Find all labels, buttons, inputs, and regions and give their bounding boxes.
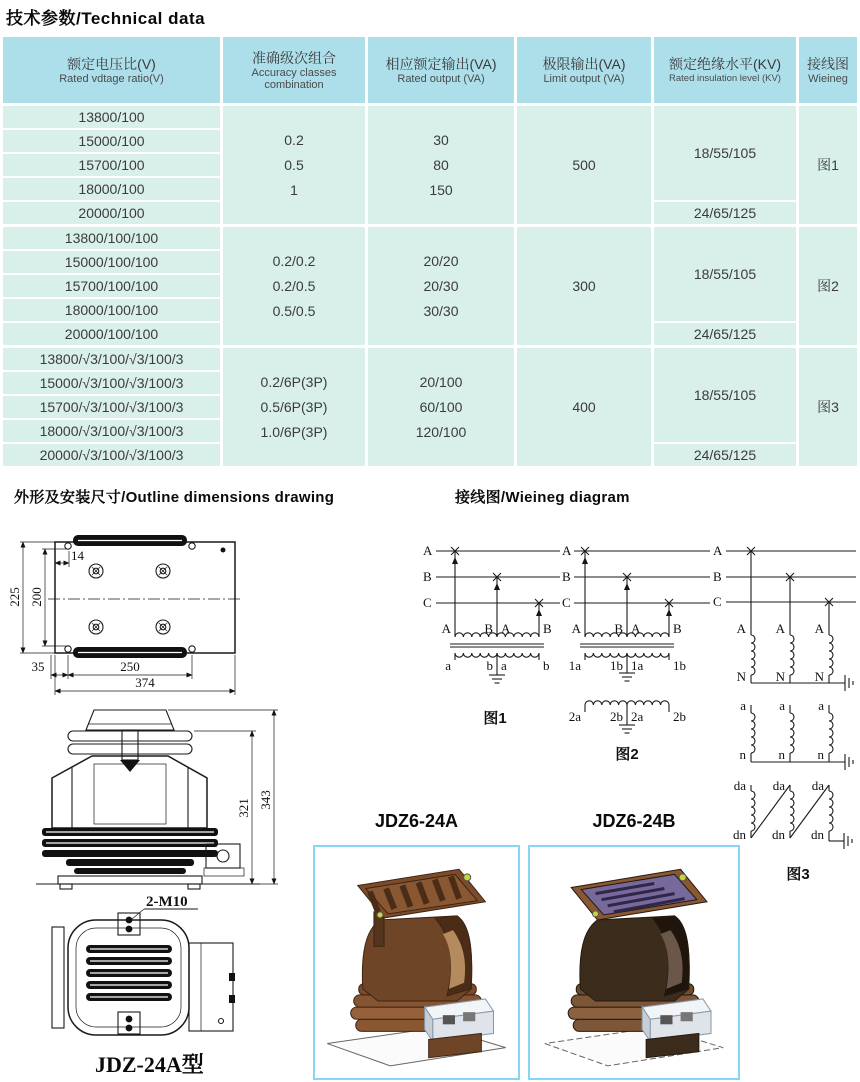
product-label-jdz6-24a: JDZ6-24A: [374, 811, 459, 831]
primary-terminal: N: [775, 669, 785, 684]
product-image-jdz6-24b: [530, 847, 738, 1078]
phase-label: C: [713, 594, 722, 609]
fig3-caption: 图3: [786, 866, 810, 883]
secondary1-terminal: 1a: [631, 658, 644, 673]
voltage-ratio: 20000/√3/100/√3/100/3: [3, 444, 220, 466]
wiring-diagram-fig2: [560, 533, 712, 773]
table-group-3: [3, 348, 857, 466]
outline-top-view-drawing: [8, 523, 300, 701]
dim-label-250: 250: [120, 659, 140, 674]
dim-label-14: 14: [71, 548, 84, 563]
accuracy-value: 1.0/6P(3P): [260, 424, 328, 440]
voltage-ratio: 18000/√3/100/√3/100/3: [3, 420, 220, 442]
ground-symbol: [619, 673, 635, 681]
secondary-terminal: n: [778, 747, 785, 762]
secondary-terminal: n: [739, 747, 746, 762]
primary-terminal: A: [631, 621, 641, 636]
fig2-caption: 图2: [615, 746, 639, 763]
phase-label: A: [713, 543, 723, 558]
phase-label: B: [423, 569, 432, 584]
ground-symbol: [619, 725, 635, 733]
secondary2-terminal: 2a: [631, 709, 644, 724]
header-en: Limit output (VA): [543, 72, 625, 85]
voltage-ratio: 15000/100: [3, 130, 220, 152]
voltage-ratio: 13800/100/100: [3, 227, 220, 249]
primary-terminal: N: [814, 669, 824, 684]
dim-label-321: 321: [236, 798, 251, 818]
cooling-ribs: [86, 945, 172, 1001]
primary-terminal: B: [614, 621, 623, 636]
voltage-ratio: 20000/100/100: [3, 323, 220, 345]
product-image-frame-a: [313, 845, 520, 1080]
diagram-ref-cell: 图1: [799, 106, 857, 224]
table-group-1: [3, 106, 857, 224]
accuracy-value: 0.5/0.5: [272, 303, 316, 319]
output-value: 20/20: [423, 253, 459, 269]
secondary-terminal: a: [501, 658, 507, 673]
secondary2-terminal: 2a: [568, 709, 581, 724]
limit-output-cell: 500: [517, 106, 651, 224]
ground-symbol: [489, 675, 505, 683]
primary-terminal: A: [736, 621, 746, 636]
insulation-main-cell: 18/55/105: [654, 106, 796, 200]
accuracy-cell: [223, 106, 365, 224]
secondary2-terminal: 2b: [610, 709, 623, 724]
column-header-output: [368, 37, 514, 103]
phase-label: B: [713, 569, 722, 584]
column-header-accuracy: [223, 37, 365, 103]
column-header-limit: [517, 37, 651, 103]
header-zh: 准确级次组合: [252, 49, 336, 66]
header-en: Rated insulation level (KV): [669, 72, 781, 84]
voltage-ratio: 13800/100: [3, 106, 220, 128]
page-title: 技术参数/Technical data: [6, 9, 206, 28]
header-en: Rated vdtage ratio(V): [59, 72, 164, 85]
column-header-ratio: [3, 37, 220, 103]
insulation-alt-cell: 24/65/125: [654, 202, 796, 224]
accuracy-value: 0.2: [284, 132, 304, 148]
dim-label-2-m10: 2-M10: [146, 894, 188, 910]
tertiary-terminal: da: [811, 778, 824, 793]
secondary1-terminal: 1b: [610, 658, 623, 673]
primary-terminal: A: [775, 621, 785, 636]
voltage-ratio: 18000/100/100: [3, 299, 220, 321]
phase-label: A: [562, 543, 572, 558]
voltage-ratio: 13800/√3/100/√3/100/3: [3, 348, 220, 370]
output-value: 150: [429, 182, 453, 198]
accuracy-value: 0.5/6P(3P): [260, 399, 328, 415]
fig1-caption: 图1: [483, 710, 507, 727]
secondary-terminal: b: [543, 658, 550, 673]
header-en: Wieineg: [808, 72, 848, 85]
header-zh: 相应额定输出(VA): [385, 55, 497, 72]
primary-terminal: B: [484, 621, 493, 636]
voltage-ratio: 18000/100: [3, 178, 220, 200]
voltage-ratio: 15000/100/100: [3, 251, 220, 273]
header-zh: 接线图: [807, 55, 849, 72]
accuracy-cell: [223, 227, 365, 345]
header-en: Accuracy classes combination: [251, 66, 337, 91]
accuracy-value: 0.5: [284, 157, 304, 173]
output-value: 30/30: [423, 303, 459, 319]
ground-symbol: [845, 675, 853, 691]
accuracy-value: 1: [290, 182, 298, 198]
output-value: 120/100: [415, 424, 467, 440]
accuracy-value: 0.2/6P(3P): [260, 374, 328, 390]
outline-section-title: 外形及安装尺寸/Outline dimensions drawing: [14, 489, 335, 506]
rated-output-cell: [368, 348, 514, 466]
header-zh: 额定绝缘水平(KV): [669, 55, 781, 72]
outline-bottom-view-drawing: [28, 895, 293, 1057]
outline-front-view-drawing: [8, 700, 300, 898]
diagram-ref-cell: 图2: [799, 227, 857, 345]
secondary-terminal: b: [486, 658, 493, 673]
outline-drawing-caption: JDZ-24A型: [95, 1052, 204, 1077]
header-zh: 极限输出(VA): [542, 55, 626, 72]
output-value: 20/30: [423, 278, 459, 294]
output-value: 80: [433, 157, 449, 173]
rated-output-cell: [368, 227, 514, 345]
limit-output-cell: 400: [517, 348, 651, 466]
tertiary-terminal: dn: [811, 827, 824, 842]
insulation-main-cell: 18/55/105: [654, 348, 796, 442]
primary-terminal: B: [673, 621, 682, 636]
limit-output-cell: 300: [517, 227, 651, 345]
table-group-2: [3, 227, 857, 345]
product-image-frame-b: [528, 845, 740, 1080]
diagram-ref-cell: 图3: [799, 348, 857, 466]
primary-terminal: A: [441, 621, 451, 636]
phase-label: B: [562, 569, 571, 584]
technical-data-table: [3, 37, 857, 469]
secondary1-terminal: 1b: [673, 658, 686, 673]
secondary-terminal: n: [817, 747, 824, 762]
primary-terminal: A: [814, 621, 824, 636]
phase-label: A: [423, 543, 433, 558]
insulation-alt-cell: 24/65/125: [654, 323, 796, 345]
tertiary-terminal: da: [733, 778, 746, 793]
primary-terminal: N: [736, 669, 746, 684]
rated-output-cell: [368, 106, 514, 224]
voltage-ratio: 20000/100: [3, 202, 220, 224]
column-header-insulation: [654, 37, 796, 103]
dim-label-225: 225: [7, 587, 22, 607]
accuracy-value: 0.2/0.2: [272, 253, 316, 269]
insulation-alt-cell: 24/65/125: [654, 444, 796, 466]
ground-symbol: [844, 833, 852, 849]
dim-label-374: 374: [135, 675, 155, 690]
voltage-ratio: 15700/100/100: [3, 275, 220, 297]
wiring-diagram-fig1: [420, 533, 562, 733]
phase-label: C: [562, 595, 571, 610]
voltage-ratio: 15700/100: [3, 154, 220, 176]
voltage-ratio: 15700/√3/100/√3/100/3: [3, 396, 220, 418]
accuracy-cell: [223, 348, 365, 466]
accuracy-value: 0.2/0.5: [272, 278, 316, 294]
tertiary-terminal: da: [772, 778, 785, 793]
insulation-main-cell: 18/55/105: [654, 227, 796, 321]
product-image-jdz6-24a: [315, 847, 518, 1078]
output-value: 60/100: [419, 399, 463, 415]
dim-label-200: 200: [29, 587, 44, 607]
table-header-row: [3, 37, 857, 103]
primary-terminal: A: [501, 621, 511, 636]
secondary-terminal: a: [818, 698, 824, 713]
secondary-terminal: a: [740, 698, 746, 713]
secondary1-terminal: 1a: [568, 658, 581, 673]
output-value: 30: [433, 132, 449, 148]
wiring-diagram-fig3: [710, 533, 860, 895]
primary-terminal: B: [543, 621, 552, 636]
secondary-terminal: a: [779, 698, 785, 713]
secondary2-terminal: 2b: [673, 709, 686, 724]
dim-label-35: 35: [31, 659, 45, 674]
tertiary-terminal: dn: [733, 827, 746, 842]
ground-symbol: [845, 754, 853, 770]
primary-terminal: A: [571, 621, 581, 636]
dim-label-343: 343: [258, 790, 273, 810]
wiring-section-title: 接线图/Wieineg diagram: [455, 489, 630, 506]
product-label-jdz6-24b: JDZ6-24B: [592, 811, 676, 831]
header-en: Rated output (VA): [397, 72, 485, 85]
phase-label: C: [423, 595, 432, 610]
secondary-terminal: a: [445, 658, 451, 673]
output-value: 20/100: [419, 374, 463, 390]
voltage-ratio: 15000/√3/100/√3/100/3: [3, 372, 220, 394]
tertiary-terminal: dn: [772, 827, 785, 842]
column-header-diagram: [799, 37, 857, 103]
header-zh: 额定电压比(V): [67, 55, 156, 72]
